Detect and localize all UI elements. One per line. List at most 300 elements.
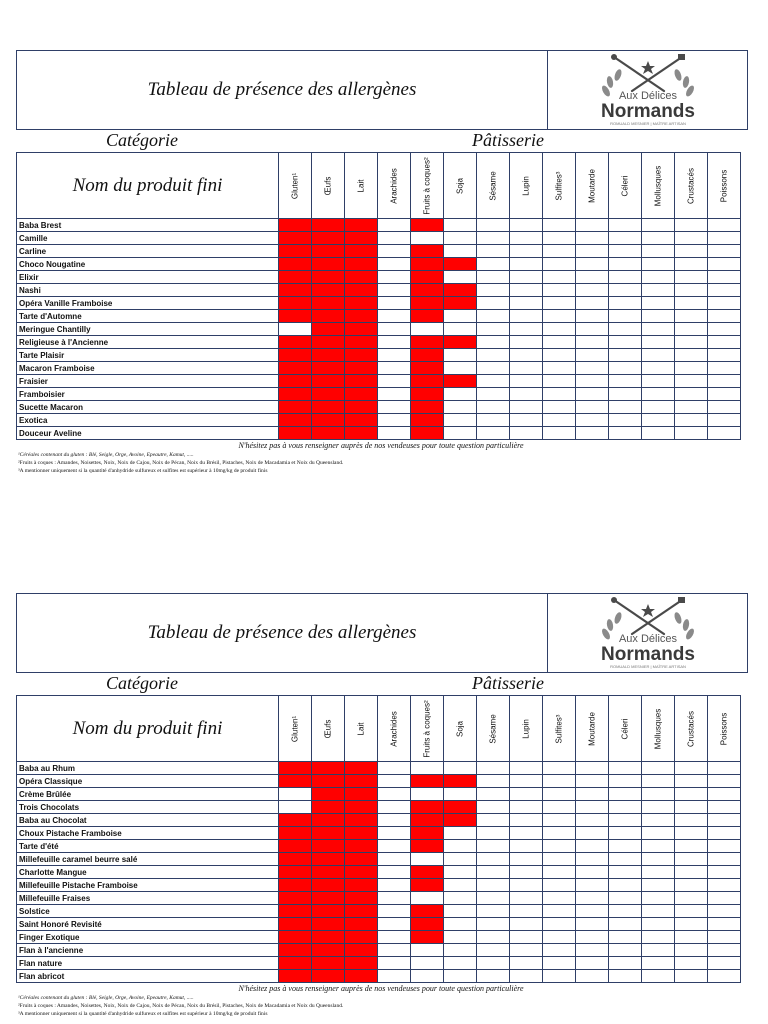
allergen-absent-cell: [477, 362, 510, 375]
allergen-column-header: [444, 696, 477, 762]
brand-logo: [547, 594, 748, 672]
allergen-absent-cell: [378, 414, 411, 427]
allergen-absent-cell: [510, 814, 543, 827]
allergen-present-cell: [411, 245, 444, 258]
product-name: Millefeuille caramel beurre salé: [17, 853, 279, 866]
allergen-name: Mollusques: [653, 708, 663, 749]
table-row: [17, 775, 741, 788]
allergen-absent-cell: [642, 427, 675, 440]
allergen-present-cell: [411, 775, 444, 788]
allergen-present-cell: [279, 879, 312, 892]
allergen-column-header: [576, 696, 609, 762]
category-row: [16, 130, 746, 152]
allergen-absent-cell: [444, 310, 477, 323]
allergen-absent-cell: [378, 375, 411, 388]
allergen-absent-cell: [642, 762, 675, 775]
allergen-absent-cell: [675, 814, 708, 827]
allergen-absent-cell: [411, 788, 444, 801]
allergen-name: Sulfites³: [554, 171, 564, 200]
product-name: Framboisier: [17, 388, 279, 401]
allergen-absent-cell: [411, 970, 444, 983]
allergen-present-cell: [411, 258, 444, 271]
allergen-absent-cell: [609, 258, 642, 271]
allergen-name: Lupin: [521, 718, 531, 739]
allergen-column-header: [477, 153, 510, 219]
product-name: Flan abricot: [17, 970, 279, 983]
allergen-absent-cell: [708, 827, 741, 840]
allergen-absent-cell: [510, 310, 543, 323]
allergen-absent-cell: [477, 427, 510, 440]
allergen-absent-cell: [510, 762, 543, 775]
table-row: [17, 219, 741, 232]
allergen-absent-cell: [411, 232, 444, 245]
allergen-absent-cell: [708, 775, 741, 788]
allergen-absent-cell: [477, 271, 510, 284]
allergen-name: Sésame: [488, 713, 498, 744]
allergen-absent-cell: [708, 258, 741, 271]
allergen-absent-cell: [543, 375, 576, 388]
allergen-absent-cell: [477, 388, 510, 401]
allergen-column-header: [675, 696, 708, 762]
allergen-absent-cell: [543, 788, 576, 801]
allergen-present-cell: [279, 349, 312, 362]
allergen-absent-cell: [510, 931, 543, 944]
allergen-absent-cell: [543, 827, 576, 840]
allergen-name: Soja: [455, 720, 465, 737]
allergen-present-cell: [345, 219, 378, 232]
allergen-column-header: [708, 696, 741, 762]
allergen-absent-cell: [576, 853, 609, 866]
table-row: [17, 866, 741, 879]
footnote-gluten: ¹Céréales contenant du gluten : Blé, Seigle, Orge, Avoine, Epeautre, Kamut, .....: [18, 995, 194, 1001]
allergen-absent-cell: [378, 232, 411, 245]
product-name: Macaron Framboise: [17, 362, 279, 375]
allergen-absent-cell: [675, 414, 708, 427]
allergen-absent-cell: [642, 375, 675, 388]
allergen-absent-cell: [609, 375, 642, 388]
allergen-absent-cell: [708, 866, 741, 879]
allergen-absent-cell: [609, 336, 642, 349]
allergen-present-cell: [345, 853, 378, 866]
allergen-absent-cell: [444, 788, 477, 801]
allergen-name: Gluten¹: [290, 172, 300, 199]
allergen-absent-cell: [642, 814, 675, 827]
allergen-absent-cell: [378, 310, 411, 323]
allergen-absent-cell: [576, 232, 609, 245]
allergen-absent-cell: [411, 762, 444, 775]
allergen-absent-cell: [510, 414, 543, 427]
allergen-name: Arachides: [389, 167, 399, 204]
allergen-absent-cell: [576, 258, 609, 271]
allergen-absent-cell: [411, 853, 444, 866]
allergen-absent-cell: [609, 866, 642, 879]
allergen-present-cell: [411, 297, 444, 310]
allergen-absent-cell: [510, 827, 543, 840]
allergen-absent-cell: [477, 840, 510, 853]
allergen-absent-cell: [444, 918, 477, 931]
allergen-present-cell: [345, 788, 378, 801]
allergen-present-cell: [312, 892, 345, 905]
allergen-present-cell: [312, 918, 345, 931]
allergen-present-cell: [312, 258, 345, 271]
allergen-absent-cell: [675, 762, 708, 775]
allergen-absent-cell: [609, 814, 642, 827]
allergen-absent-cell: [510, 297, 543, 310]
allergen-present-cell: [312, 788, 345, 801]
table-row: [17, 349, 741, 362]
allergen-absent-cell: [609, 297, 642, 310]
allergen-absent-cell: [477, 775, 510, 788]
allergen-present-cell: [279, 388, 312, 401]
allergen-absent-cell: [642, 258, 675, 271]
allergen-absent-cell: [543, 814, 576, 827]
table-row: [17, 245, 741, 258]
allergen-absent-cell: [609, 245, 642, 258]
allergen-name: Sulfites³: [554, 714, 564, 743]
allergen-absent-cell: [642, 297, 675, 310]
allergen-present-cell: [312, 401, 345, 414]
category-value: Pâtisserie: [472, 673, 544, 693]
allergen-present-cell: [411, 866, 444, 879]
allergen-absent-cell: [543, 840, 576, 853]
allergen-absent-cell: [708, 284, 741, 297]
allergen-present-cell: [345, 866, 378, 879]
allergen-present-cell: [444, 801, 477, 814]
allergen-absent-cell: [576, 801, 609, 814]
allergen-present-cell: [279, 245, 312, 258]
allergen-column-header: [378, 153, 411, 219]
allergen-present-cell: [411, 349, 444, 362]
allergen-absent-cell: [510, 375, 543, 388]
allergen-absent-cell: [510, 388, 543, 401]
allergen-present-cell: [345, 931, 378, 944]
allergen-absent-cell: [708, 957, 741, 970]
allergen-column-header: [345, 153, 378, 219]
table-row: [17, 388, 741, 401]
allergen-absent-cell: [378, 814, 411, 827]
allergen-present-cell: [345, 271, 378, 284]
allergen-column-header: [510, 153, 543, 219]
allergen-absent-cell: [675, 970, 708, 983]
allergen-absent-cell: [708, 905, 741, 918]
allergen-absent-cell: [378, 762, 411, 775]
allergen-absent-cell: [477, 970, 510, 983]
allergen-absent-cell: [378, 879, 411, 892]
allergen-column-header: [312, 153, 345, 219]
allergen-absent-cell: [576, 297, 609, 310]
allergen-absent-cell: [708, 271, 741, 284]
allergen-absent-cell: [576, 814, 609, 827]
svg-text:Aux Délices: Aux Délices: [618, 90, 678, 102]
product-name: Crème Brûlée: [17, 788, 279, 801]
allergen-absent-cell: [576, 245, 609, 258]
allergen-absent-cell: [576, 905, 609, 918]
allergen-present-cell: [411, 414, 444, 427]
panel-header: [16, 593, 748, 673]
allergen-present-cell: [345, 970, 378, 983]
svg-text:ROMUALD MESNIER | MAÎTRE ARTIS: ROMUALD MESNIER | MAÎTRE ARTISAN: [610, 121, 686, 126]
allergen-absent-cell: [675, 918, 708, 931]
allergen-absent-cell: [576, 970, 609, 983]
allergen-absent-cell: [609, 349, 642, 362]
allergen-absent-cell: [444, 219, 477, 232]
allergen-absent-cell: [510, 957, 543, 970]
allergen-absent-cell: [708, 375, 741, 388]
allergen-present-cell: [411, 388, 444, 401]
allergen-absent-cell: [609, 840, 642, 853]
allergen-name: Mollusques: [653, 165, 663, 206]
allergen-absent-cell: [576, 284, 609, 297]
allergen-present-cell: [411, 827, 444, 840]
allergen-absent-cell: [378, 245, 411, 258]
allergen-absent-cell: [642, 336, 675, 349]
allergen-absent-cell: [510, 245, 543, 258]
allergen-present-cell: [345, 427, 378, 440]
allergen-absent-cell: [609, 284, 642, 297]
allergen-absent-cell: [543, 918, 576, 931]
allergen-absent-cell: [477, 801, 510, 814]
allergen-absent-cell: [444, 970, 477, 983]
allergen-absent-cell: [708, 853, 741, 866]
allergen-absent-cell: [444, 271, 477, 284]
allergen-column-header: [279, 696, 312, 762]
allergen-absent-cell: [378, 892, 411, 905]
allergen-present-cell: [312, 349, 345, 362]
allergen-present-cell: [312, 957, 345, 970]
allergen-absent-cell: [378, 401, 411, 414]
allergen-present-cell: [411, 401, 444, 414]
allergen-absent-cell: [675, 388, 708, 401]
allergen-absent-cell: [444, 840, 477, 853]
allergen-header-row: [17, 153, 741, 219]
contact-note: N'hésitez pas à vous renseigner auprès de nos vendeuses pour toute question particulière: [238, 441, 524, 450]
allergen-absent-cell: [378, 258, 411, 271]
allergen-present-cell: [345, 310, 378, 323]
allergen-column-header: [345, 696, 378, 762]
allergen-present-cell: [312, 336, 345, 349]
allergen-absent-cell: [378, 349, 411, 362]
allergen-absent-cell: [609, 801, 642, 814]
allergen-absent-cell: [708, 232, 741, 245]
allergen-column-header: [411, 696, 444, 762]
allergen-absent-cell: [609, 827, 642, 840]
allergen-present-cell: [411, 814, 444, 827]
allergen-present-cell: [444, 814, 477, 827]
allergen-absent-cell: [510, 892, 543, 905]
allergen-absent-cell: [675, 284, 708, 297]
allergen-absent-cell: [708, 349, 741, 362]
allergen-absent-cell: [708, 801, 741, 814]
allergen-absent-cell: [378, 801, 411, 814]
allergen-absent-cell: [543, 905, 576, 918]
allergen-present-cell: [411, 918, 444, 931]
allergen-header-row: [17, 696, 741, 762]
allergen-absent-cell: [543, 362, 576, 375]
allergen-absent-cell: [411, 892, 444, 905]
allergen-absent-cell: [609, 788, 642, 801]
allergen-absent-cell: [642, 918, 675, 931]
allergen-absent-cell: [642, 840, 675, 853]
allergen-absent-cell: [444, 957, 477, 970]
allergen-absent-cell: [444, 931, 477, 944]
product-name: Baba Brest: [17, 219, 279, 232]
product-column-header: Nom du produit fini: [17, 696, 279, 762]
allergen-absent-cell: [477, 905, 510, 918]
allergen-present-cell: [279, 866, 312, 879]
allergen-absent-cell: [576, 336, 609, 349]
allergen-absent-cell: [411, 957, 444, 970]
allergen-absent-cell: [576, 401, 609, 414]
allergen-absent-cell: [609, 892, 642, 905]
allergen-absent-cell: [609, 762, 642, 775]
allergen-absent-cell: [675, 297, 708, 310]
allergen-absent-cell: [543, 258, 576, 271]
allergen-present-cell: [345, 944, 378, 957]
allergen-absent-cell: [609, 775, 642, 788]
allergen-present-cell: [279, 401, 312, 414]
allergen-column-header: [510, 696, 543, 762]
allergen-absent-cell: [642, 310, 675, 323]
allergen-absent-cell: [675, 775, 708, 788]
allergen-absent-cell: [675, 310, 708, 323]
allergen-absent-cell: [576, 323, 609, 336]
allergen-present-cell: [312, 775, 345, 788]
allergen-absent-cell: [378, 918, 411, 931]
allergen-absent-cell: [576, 827, 609, 840]
allergen-absent-cell: [477, 349, 510, 362]
allergen-present-cell: [411, 905, 444, 918]
allergen-absent-cell: [477, 414, 510, 427]
allergen-column-header: [543, 153, 576, 219]
allergen-present-cell: [444, 284, 477, 297]
product-name: Fraisier: [17, 375, 279, 388]
allergen-absent-cell: [708, 336, 741, 349]
allergen-absent-cell: [642, 788, 675, 801]
allergen-absent-cell: [510, 232, 543, 245]
svg-text:Normands: Normands: [601, 101, 695, 122]
allergen-present-cell: [345, 375, 378, 388]
allergen-absent-cell: [510, 323, 543, 336]
table-row: [17, 892, 741, 905]
allergen-absent-cell: [708, 944, 741, 957]
allergen-absent-cell: [477, 944, 510, 957]
allergen-present-cell: [312, 232, 345, 245]
allergen-absent-cell: [642, 827, 675, 840]
allergen-present-cell: [279, 297, 312, 310]
allergen-absent-cell: [378, 284, 411, 297]
allergen-absent-cell: [510, 853, 543, 866]
allergen-column-header: [642, 696, 675, 762]
allergen-absent-cell: [411, 323, 444, 336]
allergen-absent-cell: [675, 905, 708, 918]
allergen-present-cell: [312, 388, 345, 401]
allergen-present-cell: [312, 375, 345, 388]
table-row: [17, 414, 741, 427]
allergen-column-header: [708, 153, 741, 219]
allergen-present-cell: [411, 931, 444, 944]
table-row: [17, 814, 741, 827]
allergen-absent-cell: [378, 853, 411, 866]
allergen-present-cell: [279, 957, 312, 970]
allergen-absent-cell: [642, 801, 675, 814]
allergen-absent-cell: [510, 427, 543, 440]
allergen-present-cell: [312, 414, 345, 427]
allergen-absent-cell: [675, 375, 708, 388]
allergen-absent-cell: [543, 219, 576, 232]
allergen-absent-cell: [576, 427, 609, 440]
allergen-absent-cell: [477, 879, 510, 892]
allergen-absent-cell: [477, 918, 510, 931]
allergen-present-cell: [345, 245, 378, 258]
allergen-column-header: [411, 153, 444, 219]
allergen-absent-cell: [378, 866, 411, 879]
allergen-absent-cell: [477, 957, 510, 970]
allergen-column-header: [312, 696, 345, 762]
allergen-absent-cell: [609, 957, 642, 970]
product-name: Trois Chocolats: [17, 801, 279, 814]
product-name: Opéra Classique: [17, 775, 279, 788]
allergen-present-cell: [444, 336, 477, 349]
allergen-absent-cell: [576, 879, 609, 892]
allergen-absent-cell: [642, 362, 675, 375]
allergen-absent-cell: [477, 866, 510, 879]
allergen-present-cell: [279, 892, 312, 905]
allergen-name: Lait: [356, 722, 366, 735]
product-name: Flan à l'ancienne: [17, 944, 279, 957]
allergen-present-cell: [345, 918, 378, 931]
allergen-present-cell: [345, 814, 378, 827]
allergen-absent-cell: [477, 297, 510, 310]
allergen-absent-cell: [510, 970, 543, 983]
allergen-present-cell: [411, 219, 444, 232]
allergen-present-cell: [279, 905, 312, 918]
allergen-present-cell: [312, 931, 345, 944]
allergen-name: Sésame: [488, 170, 498, 201]
allergen-absent-cell: [510, 271, 543, 284]
allergen-present-cell: [279, 762, 312, 775]
footnote-sulfites: ³A mentionner uniquement si la quantité d'anhydride sulfureux et sulfites est supérieur à 10mg/kg de produit finis: [18, 1011, 268, 1017]
allergen-present-cell: [312, 245, 345, 258]
allergen-present-cell: [345, 362, 378, 375]
allergen-absent-cell: [708, 362, 741, 375]
product-name: Flan nature: [17, 957, 279, 970]
allergen-absent-cell: [543, 401, 576, 414]
allergen-absent-cell: [477, 762, 510, 775]
svg-text:ROMUALD MESNIER | MAÎTRE ARTIS: ROMUALD MESNIER | MAÎTRE ARTISAN: [610, 664, 686, 669]
allergen-name: Crustacés: [686, 167, 696, 204]
allergen-present-cell: [345, 258, 378, 271]
allergen-absent-cell: [642, 232, 675, 245]
allergen-absent-cell: [609, 905, 642, 918]
allergen-absent-cell: [609, 362, 642, 375]
allergen-absent-cell: [609, 879, 642, 892]
allergen-absent-cell: [444, 323, 477, 336]
product-name: Camille: [17, 232, 279, 245]
allergen-absent-cell: [675, 401, 708, 414]
allergen-absent-cell: [543, 801, 576, 814]
table-row: [17, 801, 741, 814]
allergen-present-cell: [279, 944, 312, 957]
allergen-present-cell: [312, 866, 345, 879]
allergen-present-cell: [312, 762, 345, 775]
footnote-sulfites: ³A mentionner uniquement si la quantité d'anhydride sulfureux et sulfites est supérieur à 10mg/kg de produit finis: [18, 468, 268, 474]
allergen-present-cell: [411, 375, 444, 388]
allergen-absent-cell: [543, 892, 576, 905]
allergen-absent-cell: [609, 414, 642, 427]
allergen-absent-cell: [477, 401, 510, 414]
allergen-name: Crustacés: [686, 710, 696, 747]
table-row: [17, 271, 741, 284]
